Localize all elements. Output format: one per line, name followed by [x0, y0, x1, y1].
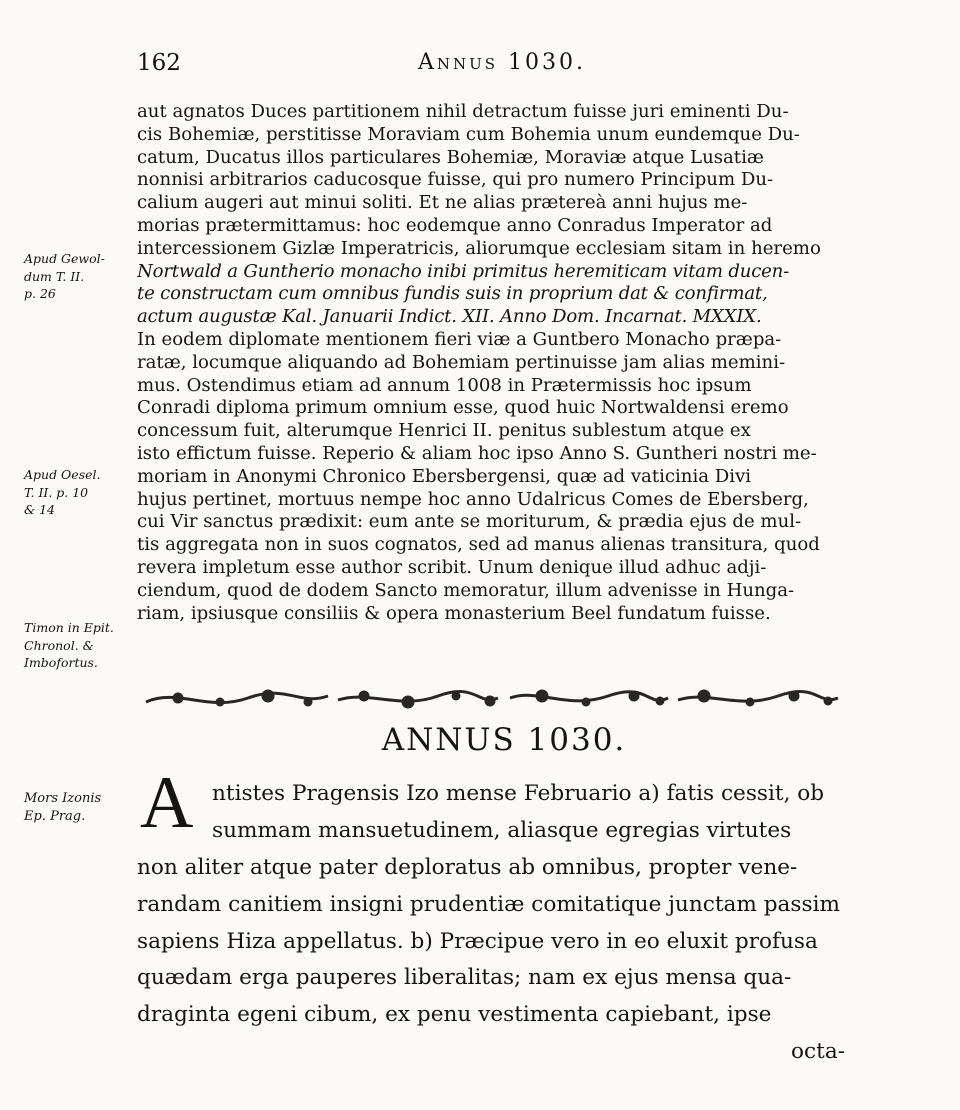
- dropcap-letter: A: [140, 762, 194, 844]
- text-line: mus. Ostendimus etiam ad annum 1008 in Prætermissis hoc ipsum: [137, 374, 752, 396]
- margin-note-oesel: [24, 466, 136, 519]
- margin-note-izo: [24, 790, 134, 826]
- text-line: tis aggregata non in suos cognatos, sed ad manus alienas transitura, quod: [137, 534, 820, 556]
- text-line: Conradi diploma primum omnium esse, quod huic Nortwaldensi eremo: [137, 397, 789, 419]
- page-number: 162: [137, 50, 181, 76]
- margin-note-line: p. 26: [24, 286, 56, 301]
- margin-note-line: Mors Izonis: [24, 791, 102, 806]
- margin-note-line: Imbofortus.: [24, 655, 98, 670]
- text-line: Nortwald a Guntherio monacho inibi primitus heremiticam vitam ducen-: [137, 260, 790, 282]
- margin-note-line: & 14: [24, 502, 56, 517]
- text-line: morias prætermittamus: hoc eodemque anno Conradus Imperator ad: [137, 214, 773, 236]
- margin-note-line: Timon in Epit.: [24, 620, 114, 635]
- text-line: sapiens Hiza appellatus. b) Præcipue vero in eo eluxit profusa: [137, 928, 818, 954]
- running-head: Annus 1030.: [418, 50, 587, 75]
- section-title: ANNUS 1030.: [381, 722, 627, 758]
- text-line: te constructam cum omnibus fundis suis in proprium dat & confirmat,: [137, 283, 768, 305]
- main-text: [137, 776, 845, 1071]
- text-line: actum augustæ Kal. Januarii Indict. XII. Anno Dom. Incarnat. MXXIX.: [137, 306, 762, 328]
- text-line: randam canitiem insigni prudentiæ comitatique junctam passim: [137, 891, 840, 917]
- text-line: octa-: [791, 1039, 845, 1065]
- text-line: concessum fuit, alterumque Henrici II. penitus sublestum atque ex: [137, 420, 751, 442]
- text-line: intercessionem Gizlæ Imperatricis, aliorumque ecclesiam sitam in heremo: [137, 237, 821, 259]
- text-line: ciendum, quod de dodem Sancto memoratur, illum advenisse in Hunga-: [137, 579, 795, 601]
- text-line: riam, ipsiusque consiliis & opera monasterium Beel fundatum fuisse.: [137, 602, 771, 624]
- margin-note-line: Apud Oesel.: [24, 467, 101, 482]
- text-line: non aliter atque pater deploratus ab omnibus, propter vene-: [137, 854, 798, 880]
- text-line: cis Bohemiæ, perstitisse Moraviam cum Bohemia unum eundemque Du-: [137, 123, 800, 145]
- margin-note-gewold: [24, 250, 136, 303]
- text-line: quædam erga pauperes liberalitas; nam ex ejus mensa qua-: [137, 965, 792, 991]
- text-line: ntistes Pragensis Izo mense Februario a) fatis cessit, ob: [212, 781, 825, 806]
- ornament-divider: [138, 684, 844, 714]
- text-line: In eodem diplomate mentionem fieri viæ a Guntbero Monacho præpa-: [137, 328, 782, 350]
- text-line: calium augeri aut minui soliti. Et ne alias prætereà anni hujus me-: [137, 192, 748, 214]
- text-line: draginta egeni cibum, ex penu vestimenta capiebant, ipse: [137, 1002, 772, 1028]
- text-line: revera impletum esse author scribit. Unum denique illud adhuc adji-: [137, 556, 767, 578]
- page-header: [137, 50, 842, 82]
- text-line: hujus pertinet, mortuus nempe hoc anno Udalricus Comes de Ebersberg,: [137, 488, 809, 510]
- margin-note-line: Ep. Prag.: [24, 809, 86, 824]
- margin-note-line: T. II. p. 10: [24, 484, 89, 500]
- margin-note-line: Chronol. &: [24, 637, 94, 653]
- text-line: summam mansuetudinem, aliasque egregias virtutes: [212, 817, 792, 843]
- text-line: catum, Ducatus illos particulares Bohemiæ, Moraviæ atque Lusatiæ: [137, 146, 764, 168]
- text-line: isto effictum fuisse. Reperio & aliam hoc ipso Anno S. Guntheri nostri me-: [137, 442, 817, 464]
- margin-note-line: dum T. II.: [24, 268, 85, 284]
- margin-note-timon: [24, 619, 136, 672]
- text-line: ratæ, locumque aliquando ad Bohemiam pertinuisse jam alias memini-: [137, 351, 786, 373]
- text-line: aut agnatos Duces partitionem nihil detractum fuisse juri eminenti Du-: [137, 101, 789, 122]
- margin-note-line: Apud Gewol-: [24, 251, 105, 266]
- text-line: cui Vir sanctus prædixit: eum ante se moriturum, & prædia ejus de mul-: [137, 511, 802, 533]
- body-text: [137, 101, 845, 625]
- text-line: nonnisi arbitrarios caducosque fuisse, qui pro numero Principum Du-: [137, 169, 774, 191]
- text-line: moriam in Anonymi Chronico Ebersbergensi, quæ ad vaticinia Divi: [137, 465, 752, 487]
